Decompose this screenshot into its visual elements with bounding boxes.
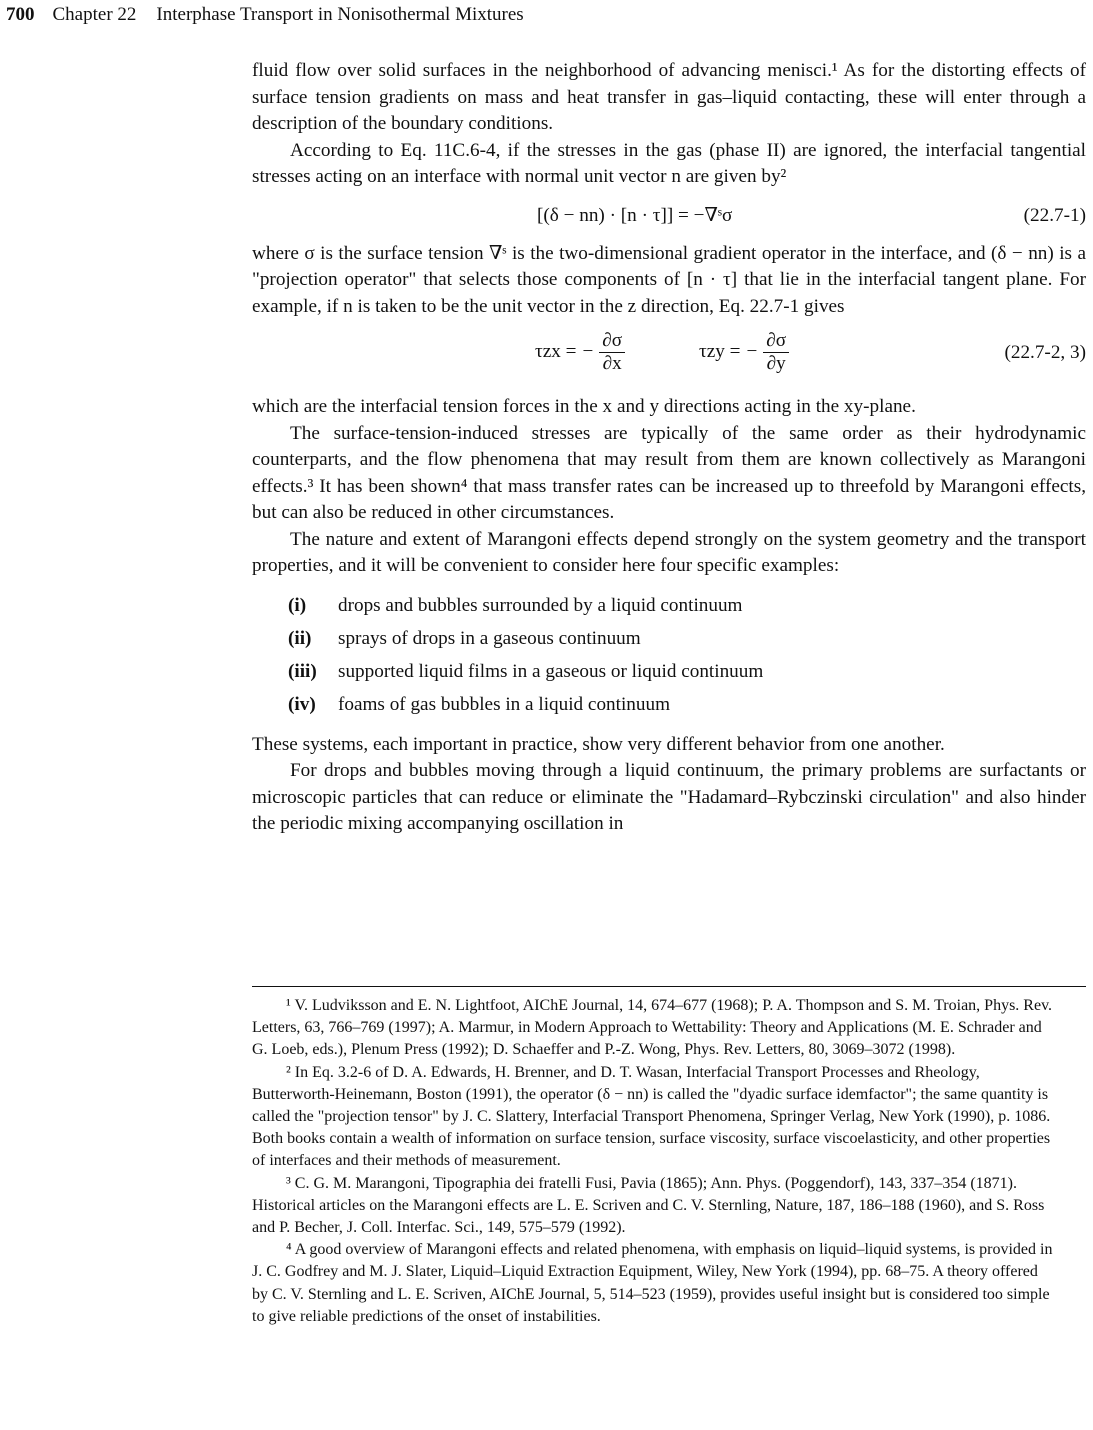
list-label: (iii) (288, 660, 317, 682)
equation-22-7-1 (252, 201, 1086, 231)
footnote: ⁴ A good overview of Marangoni effects and related phenomena, with emphasis on liquid–liquid systems, is provided in J. C. Godfrey and M. J. Slater, Liquid–Liquid Extraction Equipment, Wiley, New York (1994), pp. 68–75. A theory offered by C. V. Sternling and L. E. Scriven, AIChE Journal, 5, 514–523 (1959), provides useful insight but is considered too simple to give reliable predictions of the onset of instabilities. (252, 1241, 1053, 1325)
list-text: sprays of drops in a gaseous continuum (338, 627, 641, 649)
paragraph: where σ is the surface tension ∇ˢ is the two-dimensional gradient operator in the interface, and (δ − nn) is a "projection operator" that selects those components of [n · τ] that lie in the interfacial tangent plane. For example, if n is taken to be the unit vector in the z direction, Eq. 22.7-1 gives (252, 242, 1086, 317)
list-label: (ii) (288, 627, 312, 649)
equation-lhs: τzy = (699, 341, 741, 363)
footnotes (252, 995, 1054, 1328)
list-item (288, 623, 1086, 656)
paragraph: The surface-tension-induced stresses are typically of the same order as their hydrodynamic counterparts, and the flow phenomena that may result from them are known collectively as Marangoni effects.³ It has been shown⁴ that mass transfer rates can be increased up to threefold by Marangoni effects, but can also be reduced in other circumstances. (252, 422, 1086, 523)
list-item (288, 656, 1086, 689)
fraction-numerator: ∂σ (599, 330, 625, 353)
paragraph: fluid flow over solid surfaces in the neighborhood of advancing menisci.¹ As for the distorting effects of surface tension gradients on mass and heat transfer in gas–liquid contacting, these will enter through a description of the boundary conditions. (252, 60, 1086, 134)
list-text: supported liquid films in a gaseous or liquid continuum (338, 660, 764, 682)
equation-number: (22.7-1) (1023, 204, 1086, 226)
equation-number: (22.7-2, 3) (1004, 342, 1086, 363)
chapter-label: Chapter 22 (52, 4, 137, 25)
footnote: ² In Eq. 3.2-6 of D. A. Edwards, H. Brenner, and D. T. Wasan, Interfacial Transport Processes and Rheology, Butterworth-Heinemann, Boston (1991), the operator (δ − nn) is called the "dyadic surface idemfactor"; the same quantity is called the "projection tensor" by J. C. Slattery, Interfacial Transport Phenomena, Springer Verlag, New York (1990), p. 1086. Both books contain a wealth of information on surface tension, surface viscosity, surface viscoelasticity, and other properties of interfaces and their methods of measurement. (252, 1063, 1051, 1170)
footnote-divider (252, 986, 1086, 987)
footnote: ³ C. G. M. Marangoni, Tipographia dei fratelli Fusi, Pavia (1865); Ann. Phys. (Poggendorf), 143, 337–354 (1871). Historical articles on the Marangoni effects are L. E. Scriven and C. V. Sternling, Nature, 187, 186–188 (1960), and S. Ross and P. Becher, J. Coll. Interfac. Sci., 149, 575–579 (1992). (252, 1174, 1045, 1237)
paragraph: The nature and extent of Marangoni effects depend strongly on the system geometry and the transport properties, and it will be convenient to consider here four specific examples: (252, 528, 1086, 576)
minus-sign: − (582, 341, 594, 363)
equation-term-zx (535, 330, 625, 375)
equation-expression: [(δ − nn) · [n · τ]] = −∇ˢσ (537, 204, 733, 226)
fraction-denominator: ∂x (602, 353, 622, 374)
equation-lhs: τzx = (535, 341, 577, 363)
equation-term-zy (699, 330, 789, 375)
list-label: (i) (288, 594, 307, 616)
minus-sign: − (746, 341, 758, 363)
fraction (599, 330, 625, 375)
examples-list (288, 590, 1086, 722)
footnote: ¹ V. Ludviksson and E. N. Lightfoot, AIChE Journal, 14, 674–677 (1968); P. A. Thompson and S. M. Troian, Phys. Rev. Letters, 63, 766–769 (1997); A. Marmur, in Modern Approach to Wettability: Theory and Applications (M. E. Schrader and G. Loeb, eds.), Plenum Press (1992); D. Schaeffer and P.-Z. Wong, Phys. Rev. Letters, 80, 3069–3072 (1998). (252, 997, 1053, 1059)
paragraph: These systems, each important in practice, show very different behavior from one another. (252, 733, 945, 755)
list-text: drops and bubbles surrounded by a liquid continuum (338, 594, 743, 616)
fraction-numerator: ∂σ (763, 330, 789, 353)
list-label: (iv) (288, 693, 316, 715)
paragraph: For drops and bubbles moving through a liquid continuum, the primary problems are surfactants or microscopic particles that can reduce or eliminate the "Hadamard–Rybczinski circulation" and also hinder the periodic mixing accompanying oscillation in (252, 760, 1086, 834)
main-text (252, 58, 1086, 838)
page-number: 700 (6, 4, 35, 25)
paragraph: which are the interfacial tension forces in the x and y directions acting in the xy-plane. (252, 396, 916, 417)
fraction (763, 330, 789, 375)
chapter-title: Interphase Transport in Nonisothermal Mixtures (156, 4, 524, 25)
fraction-denominator: ∂y (766, 353, 786, 374)
list-item (288, 590, 1086, 623)
equation-22-7-2-3 (252, 324, 1086, 384)
running-header (6, 4, 524, 26)
list-item (288, 689, 1086, 722)
paragraph: According to Eq. 11C.6-4, if the stresses in the gas (phase II) are ignored, the interfacial tangential stresses acting on an interface with normal unit vector n are given by² (252, 139, 1086, 187)
list-text: foams of gas bubbles in a liquid continuum (338, 693, 671, 715)
